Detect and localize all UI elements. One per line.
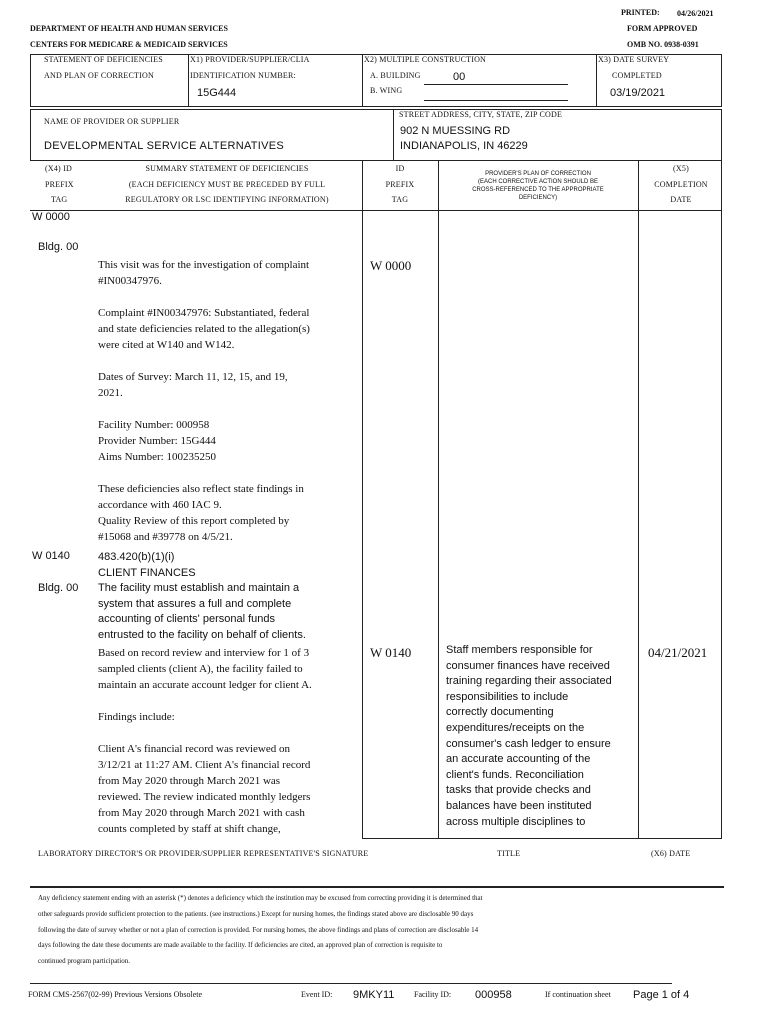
signature-date-label: (X6) DATE: [651, 849, 691, 858]
summary-label-3: REGULATORY OR LSC IDENTIFYING INFORMATION): [125, 195, 329, 204]
regulation-text: 483.420(b)(1)(i) CLIENT FINANCES The facility must establish and maintain a system that assures a full and complete accounting of clients' personal funds entrusted to the facility on behalf of clients.: [98, 551, 306, 641]
provider-name-label: NAME OF PROVIDER OR SUPPLIER: [44, 117, 180, 126]
plan-label-1: PROVIDER'S PLAN OF CORRECTION: [485, 171, 591, 177]
plan-of-correction-2: Staff members responsible for consumer finances have received training regarding their associated responsibilities to include correctly documenting expenditures/receipts on the consumer's cash ledger to ensure an accurate accounting of the client's funds. Reconciliation tasks that provide checks and balances have been instituted across multiple disciplines to: [446, 644, 612, 828]
disclaimer-line-4: days following the date these documents are made available to the facility. If deficiencies are cited, an approved plan of correction is requisite to: [38, 941, 443, 949]
form-approved: FORM APPROVED: [627, 24, 698, 33]
building-code-2: Bldg. 00: [38, 582, 79, 594]
form-number: FORM CMS-2567(02-99) Previous Versions Obsolete: [28, 990, 203, 999]
id-label-1: ID: [395, 164, 405, 173]
plan-label-3: CROSS-REFERENCED TO THE APPROPRIATE: [472, 187, 604, 193]
address-line-1: 902 N MUESSING RD: [400, 125, 511, 137]
disclaimer-line-1: Any deficiency statement ending with an asterisk (*) denotes a deficiency which the institution may be excused from correcting providing it is determined that: [38, 894, 483, 902]
x5-label-3: DATE: [670, 195, 692, 204]
id-label-3: TAG: [391, 195, 409, 204]
completion-date-2: 04/21/2021: [648, 645, 708, 660]
address-line-2: INDIANAPOLIS, IN 46229: [400, 140, 528, 152]
clia-number: 15G444: [197, 87, 237, 99]
department-name: DEPARTMENT OF HEALTH AND HUMAN SERVICES: [30, 24, 228, 33]
agency-name: CENTERS FOR MEDICARE & MEDICAID SERVICES: [30, 40, 228, 49]
date-survey-label-1: X3) DATE SURVEY: [598, 55, 670, 64]
event-id-value: 9MKY11: [353, 989, 395, 1001]
date-survey-value: 03/19/2021: [610, 87, 666, 99]
title-label: TITLE: [497, 849, 521, 858]
tag-prefix-2: W 0140: [32, 550, 70, 562]
printed-label: PRINTED:: [621, 8, 660, 17]
plan-label-2: (EACH CORRECTIVE ACTION SHOULD BE: [477, 179, 599, 185]
id-prefix-1: W 0000: [370, 258, 412, 273]
printed-date: 04/26/2021: [677, 9, 714, 18]
id-label-2: PREFIX: [385, 180, 415, 189]
omb-number: OMB NO. 0938-0391: [627, 40, 699, 49]
clia-label-1: X1) PROVIDER/SUPPLIER/CLIA: [190, 55, 310, 64]
provider-name: DEVELOPMENTAL SERVICE ALTERNATIVES: [44, 140, 285, 152]
page-number: Page 1 of 4: [633, 989, 690, 1001]
x4-label-2: PREFIX: [45, 180, 74, 189]
x4-label-1: (X4) ID: [45, 164, 72, 173]
summary-label-1: SUMMARY STATEMENT OF DEFICIENCIES: [145, 164, 309, 173]
x4-label-3: TAG: [51, 195, 68, 204]
wing-label: B. WING: [370, 86, 403, 95]
facility-id-label: Facility ID:: [414, 990, 452, 999]
facility-id-value: 000958: [475, 989, 512, 1001]
date-survey-label-2: COMPLETED: [612, 71, 662, 80]
building-code-1: Bldg. 00: [38, 241, 79, 253]
address-label: STREET ADDRESS, CITY, STATE, ZIP CODE: [399, 110, 563, 119]
continuation-label: If continuation sheet: [545, 990, 611, 999]
summary-statement-2: Based on record review and interview for 1 of 3 sampled clients (client A), the facility failed to maintain an accurate account ledger for client A. Findings include: Client A's financial record was reviewed on 3/12/21 at 11:27 AM. Client A's financial record from May 2020 through March 2021 was reviewed. The review indicated monthly ledgers from May 2020 through March 2021 with cash counts completed by staff at shift change,: [98, 647, 312, 835]
clia-label-2: IDENTIFICATION NUMBER:: [190, 71, 296, 80]
building-label: A. BUILDING: [370, 71, 421, 80]
event-id-label: Event ID:: [301, 990, 333, 999]
statement-label-2: AND PLAN OF CORRECTION: [44, 71, 154, 80]
plan-label-4: DEFICIENCY): [518, 195, 558, 201]
tag-prefix-1: W 0000: [32, 211, 70, 223]
statement-label-1: STATEMENT OF DEFICIENCIES: [44, 55, 163, 64]
building-value: 00: [453, 71, 466, 83]
summary-statement-1: This visit was for the investigation of complaint #IN00347976. Complaint #IN00347976: Substantiated, federal and state deficiencies related to the allegation(s) were cited at W140 and W142. Dates of Survey: March 11, 12, 15, and 19, 2021. Facility Number: 000958 Provider Number: 15G444 Aims Number: 100235250 These deficiencies also reflect state findings in accordance with 460 IAC 9. Quality Review of this report completed by #15068 and #39778 on 4/5/21.: [98, 259, 310, 543]
multiple-construction-label: X2) MULTIPLE CONSTRUCTION: [364, 55, 487, 64]
summary-label-2: (EACH DEFICIENCY MUST BE PRECEDED BY FULL: [128, 180, 326, 189]
id-prefix-2: W 0140: [370, 645, 412, 660]
x5-label-1: (X5): [673, 164, 689, 173]
x5-label-2: COMPLETION: [654, 180, 708, 189]
disclaimer-line-3: following the date of survey whether or not a plan of correction is provided. For nursing homes, the above findings and plans of correction are disclosable 14: [38, 926, 479, 934]
disclaimer-line-2: other safeguards provide sufficient protection to the patients. (see instructions.) Except for nursing homes, the findings stated above are disclosable 90 days: [38, 910, 474, 918]
disclaimer-line-5: continued program participation.: [38, 957, 130, 965]
director-signature-label: LABORATORY DIRECTOR'S OR PROVIDER/SUPPLIER REPRESENTATIVE'S SIGNATURE: [38, 849, 369, 858]
